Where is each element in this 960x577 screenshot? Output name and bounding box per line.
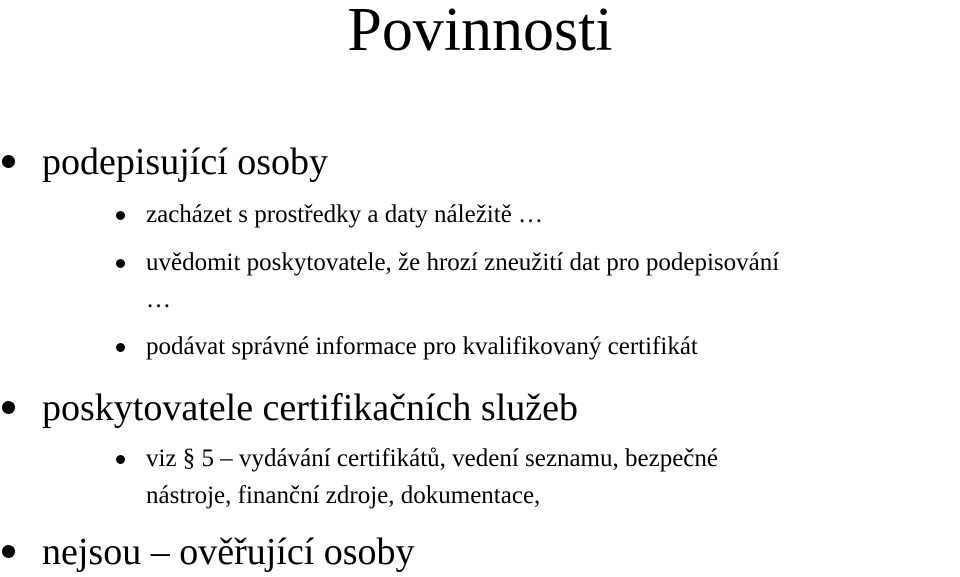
bullet-podepisujici-osoby xyxy=(0,140,960,184)
sub-bullet-icon xyxy=(116,343,125,352)
sub-bullet-item xyxy=(0,196,960,233)
bullet-icon xyxy=(2,155,15,168)
sub-bullet-item xyxy=(0,328,960,365)
sub-bullet-text: uvědomit poskytovatele, že hrozí zneužití dat pro podepisování xyxy=(146,249,780,276)
sub-bullet-icon xyxy=(116,455,125,464)
bullet-icon xyxy=(2,545,15,558)
sub-bullet-text: viz § 5 – vydávání certifikátů, vedení seznamu, bezpečné xyxy=(146,445,718,472)
bullet-heading: podepisující osoby xyxy=(42,141,329,183)
sub-bullet-text-continued: nástroje, finanční zdroje, dokumentace, xyxy=(146,482,541,509)
sub-bullet-icon xyxy=(116,259,125,268)
sub-bullet-item xyxy=(0,440,960,514)
slide-title: Povinnosti xyxy=(347,0,613,64)
sub-bullet-text: zacházet s prostředky a daty náležitě … xyxy=(146,201,544,228)
bullet-heading: poskytovatele certifikačních služeb xyxy=(42,387,579,429)
bullet-heading: nejsou – ověřující osoby xyxy=(42,531,415,573)
sub-bullet-text: podávat správné informace pro kvalifikovaný certifikát xyxy=(146,333,698,360)
bullet-icon xyxy=(2,401,15,414)
sub-bullet-icon xyxy=(116,211,125,220)
sub-bullet-item xyxy=(0,244,960,318)
bullet-poskytovatele xyxy=(0,386,960,430)
sub-bullet-text-continued: … xyxy=(146,286,171,313)
bullet-nejsou xyxy=(0,530,960,574)
